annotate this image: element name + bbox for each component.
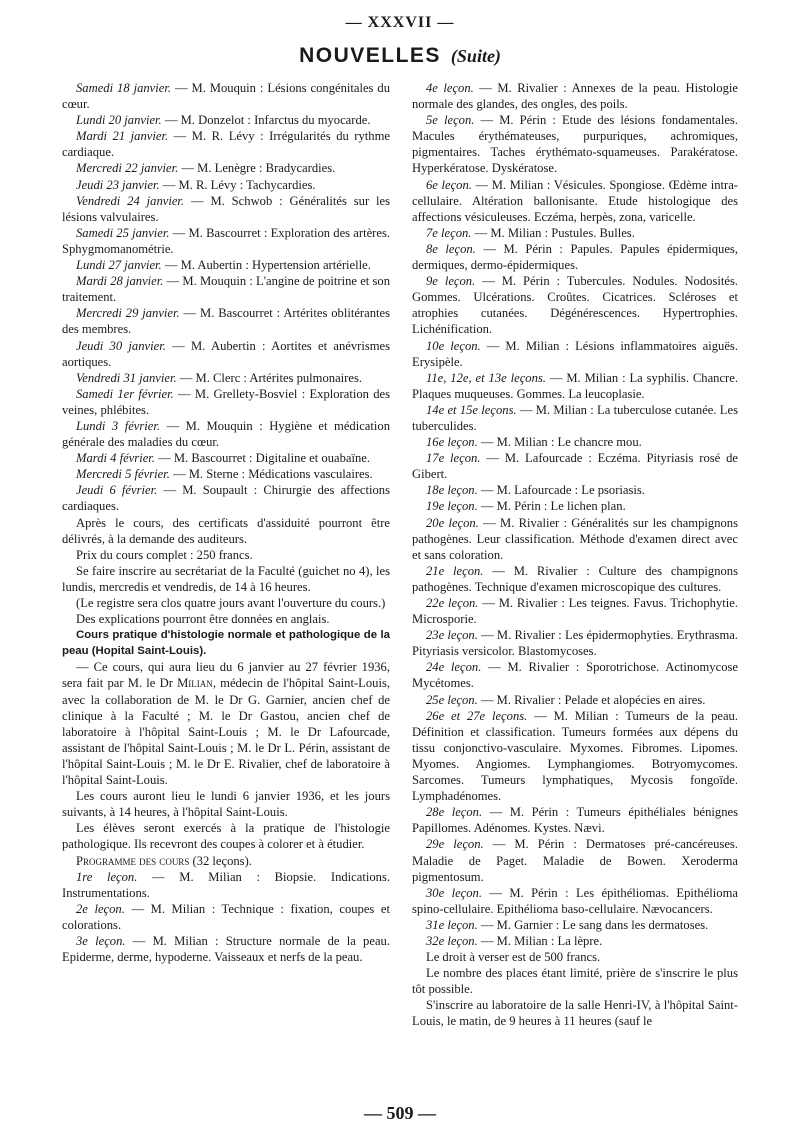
right-lessons bbox=[412, 80, 738, 949]
schedule-entry bbox=[62, 305, 390, 337]
lesson-entry-label: 20e leçon. bbox=[426, 515, 479, 530]
lesson-entry-label: 23e leçon. bbox=[426, 628, 478, 643]
lesson-entry-text: — M. Milian : La syphilis. Chancre. Plaques muqueuses. Gommes. La leucoplasie. bbox=[412, 370, 738, 401]
lesson-entry bbox=[412, 708, 738, 805]
schedule-entry-text: Se faire inscrire au secrétariat de la Faculté (guichet no 4), les lundis, mercredis et vendredis, de 14 à 16 heures. bbox=[62, 563, 390, 594]
lesson-entry-text: — M. Périn : Tubercules. Nodules. Nodosités. Gommes. Ulcérations. Croûtes. Cicatrices. Scléroses et atrophies cutanées. Dégénérescences. Hypertrophies. Lichénification. bbox=[412, 274, 738, 337]
lesson-entry bbox=[412, 515, 738, 563]
course-paragraph: Les élèves seront exercés à la pratique de l'histologie pathologique. Ils recevront des coupes à colorer et à étudier. bbox=[62, 821, 390, 852]
lesson-entry-text: — M. Périn : Papules. Papules épidermiques, dermiques, dermo-épidermiques. bbox=[412, 241, 738, 273]
lesson-entry-text: — M. Rivalier : Les épidermophyties. Erythrasma. Pityriasis versicolor. Blastomycoses. bbox=[412, 628, 738, 659]
lesson-entry-text: — M. Rivalier : Annexes de la peau. Histologie normale des glandes, des ongles, des poils. bbox=[412, 81, 738, 112]
schedule-entry-text: — M. Lenègre : Bradycardies. bbox=[178, 161, 336, 176]
lesson-entry-text: — M. Périn : Tumeurs épithéliales bénignes Papillomes. Adénomes. Kystes. Nævi. bbox=[412, 805, 738, 836]
schedule-entry bbox=[62, 273, 390, 305]
lesson-entry bbox=[62, 933, 390, 965]
lesson-entry-label: 6e leçon. bbox=[426, 177, 472, 192]
lesson-entry-label: 31e leçon. bbox=[426, 917, 478, 932]
schedule-entry-label: Lundi 20 janvier. bbox=[76, 113, 162, 128]
schedule-entry-text: — M. R. Lévy : Tachycardies. bbox=[159, 177, 316, 192]
schedule-entry-text: Après le cours, des certificats d'assiduité pourront être délivrés, à la demande des auditeurs. bbox=[62, 515, 390, 546]
schedule-entry-text: — M. Bascourret : Exploration des artères. Sphygmomanométrie. bbox=[62, 225, 390, 256]
schedule-entry bbox=[62, 370, 390, 386]
lesson-entry-text: — M. Périn : Les épithéliomas. Epithélioma spino-cellulaire. Epithélioma baso-cellulaire. Nævocancers. bbox=[412, 885, 738, 916]
lesson-entry-text: — M. Milian : Pustules. Bulles. bbox=[471, 225, 635, 240]
section-title-main: NOUVELLES bbox=[299, 44, 441, 67]
lesson-entry-text: — M. Milian : Technique : fixation, coupes et colorations. bbox=[62, 901, 390, 932]
programme-label: Programme des cours bbox=[76, 853, 190, 868]
lesson-entry-label: 17e leçon. bbox=[426, 451, 481, 466]
lesson-entry-label: 19e leçon. bbox=[426, 499, 478, 514]
schedule-entry-text: — M. Bascourret : Artérites oblitérantes des membres. bbox=[62, 306, 390, 337]
lesson-entry bbox=[412, 498, 738, 514]
schedule-entry bbox=[62, 547, 390, 563]
schedule-entry-text: — M. Schwob : Généralités sur les lésions valvulaires. bbox=[62, 193, 390, 224]
schedule-entry-label: Samedi 25 janvier. bbox=[76, 225, 170, 240]
lesson-entry bbox=[412, 804, 738, 836]
lesson-entry bbox=[412, 241, 738, 273]
lesson-entry-text: — M. Périn : Dermatoses pré-cancéreuses. Maladie de Paget. Maladie de Bowen. Xeroderma pigmentosum. bbox=[412, 837, 738, 884]
lesson-entry-label: 3e leçon. bbox=[76, 933, 126, 948]
lesson-entry-text: — M. Rivalier : Sporotrichose. Actinomycose Mycétomes. bbox=[412, 660, 738, 691]
lesson-entry bbox=[412, 402, 738, 434]
left-schedule-entries bbox=[62, 80, 390, 627]
schedule-entry-text: — M. Clerc : Artérites pulmonaires. bbox=[176, 370, 362, 385]
lesson-entry bbox=[412, 933, 738, 949]
lesson-entry-label: 7e leçon. bbox=[426, 225, 472, 240]
lesson-entry-text: — M. Milian : La lèpre. bbox=[477, 933, 603, 948]
closing-paragraph: S'inscrire au laboratoire de la salle Henri-IV, à l'hôpital Saint-Louis, le matin, de 9 heures à 11 heures (sauf le bbox=[412, 998, 738, 1029]
schedule-entry bbox=[62, 611, 390, 627]
lesson-entry bbox=[412, 80, 738, 112]
lesson-entry bbox=[412, 112, 738, 176]
lesson-entry-label: 4e leçon. bbox=[426, 81, 474, 95]
schedule-entry-text: — M. R. Lévy : Irrégularités du rythme cardiaque. bbox=[62, 129, 390, 160]
lesson-entry-label: 8e leçon. bbox=[426, 241, 476, 256]
section-title-suffix: (Suite) bbox=[450, 46, 501, 66]
schedule-entry-label: Vendredi 31 janvier. bbox=[76, 370, 177, 385]
schedule-entry-label: Mardi 21 janvier. bbox=[76, 129, 169, 144]
lesson-entry-label: 21e leçon. bbox=[426, 563, 484, 578]
schedule-entry bbox=[62, 257, 390, 273]
schedule-entry bbox=[62, 193, 390, 225]
schedule-entry-label: Mercredi 29 janvier. bbox=[76, 306, 180, 321]
schedule-entry bbox=[62, 482, 390, 514]
page-number: — 509 — bbox=[364, 1103, 436, 1123]
lesson-entry bbox=[412, 595, 738, 627]
schedule-entry-label: Samedi 18 janvier. bbox=[76, 81, 171, 95]
schedule-entry bbox=[62, 466, 390, 482]
schedule-entry-text: — M. Aubertin : Hypertension artérielle. bbox=[161, 258, 371, 273]
schedule-entry-text: (Le registre sera clos quatre jours avant l'ouverture du cours.) bbox=[76, 596, 386, 610]
lesson-entry bbox=[412, 370, 738, 402]
lesson-entry-label: 28e leçon. bbox=[426, 805, 483, 820]
lesson-entry-label: 25e leçon. bbox=[426, 692, 478, 707]
lesson-entry-text: — M. Milian : Lésions inflammatoires aiguës. Erysipèle. bbox=[412, 338, 738, 369]
course-intro-before: — Ce cours, qui aura lieu du 6 janvier au 27 février 1936, sera fait par M. le Dr bbox=[62, 660, 390, 691]
closing-paragraph: Le nombre des places étant limité, prière de s'inscrire le plus tôt possible. bbox=[412, 966, 738, 997]
lesson-entry bbox=[412, 434, 738, 450]
lesson-entry-text: — M. Milian : Structure normale de la peau. Epiderme, derme, hypoderne. Vaisseaux et nerfs de la peau. bbox=[62, 933, 390, 965]
lesson-entry bbox=[412, 659, 738, 691]
left-lessons bbox=[62, 869, 390, 966]
schedule-entry-text: — M. Soupault : Chirurgie des affections cardiaques. bbox=[62, 483, 390, 514]
course-paragraphs bbox=[62, 788, 390, 852]
lesson-entry-text: — M. Rivalier : Généralités sur les champignons pathogènes. Leur classification. Méthode d'examen direct avec et sans coloration. bbox=[412, 515, 738, 562]
schedule-entry-label: Lundi 27 janvier. bbox=[76, 258, 162, 273]
schedule-entry-label: Jeudi 23 janvier. bbox=[76, 177, 160, 192]
lesson-entry bbox=[412, 836, 738, 884]
schedule-entry-label: Mercredi 5 février. bbox=[76, 467, 170, 482]
schedule-entry bbox=[62, 112, 390, 128]
right-column bbox=[412, 80, 738, 1090]
schedule-entry bbox=[62, 418, 390, 450]
lesson-entry-text: — M. Rivalier : Les teignes. Favus. Trichophytie. Microsporie. bbox=[412, 596, 738, 627]
lesson-entry-label: 9e leçon. bbox=[426, 274, 476, 289]
schedule-entry-label: Lundi 3 février. bbox=[76, 418, 161, 433]
programme-count: (32 leçons). bbox=[189, 853, 252, 868]
schedule-entry-label: Jeudi 6 février. bbox=[76, 483, 158, 498]
lesson-entry-label: 11e, 12e, et 13e leçons. bbox=[426, 370, 546, 385]
section-title bbox=[0, 44, 800, 68]
lesson-entry-label: 22e leçon. bbox=[426, 596, 479, 610]
lesson-entry-text: — M. Milian : Tumeurs de la peau. Définition et classification. Tumeurs formées aux dépens du tissu conjonctivo-vasculaire. Myxomes. Fibromes. Lipomes. Myomes. Angiomes. Lymphangiomes. Botryomycomes. Sarcomes. Tumeurs lymphatiques, Mycosis fongoïde. Lymphadénomes. bbox=[412, 708, 738, 804]
lesson-entry bbox=[412, 627, 738, 659]
schedule-entry bbox=[62, 80, 390, 112]
schedule-entry-text: Des explications pourront être données en anglais. bbox=[76, 612, 330, 627]
course-intro-after: , médecin de l'hôpital Saint-Louis, avec la collaboration de M. le Dr G. Garnier, ancien chef de clinique à la Faculté ; M. le Dr Gastou, ancien chef de laboratoire à l'hôpital Saint-Louis ; M. le Dr Lafourcade, assistant de l'hôpital Saint-Louis ; M. le Dr L. Périn, assistant de l'hôpital Saint-Louis ; M. le Dr E. Rivalier, chef de laboratoire à l'hôpital Saint-Louis. bbox=[62, 676, 390, 788]
lesson-entry-label: 30e leçon. bbox=[426, 885, 482, 900]
lesson-entry-label: 29e leçon. bbox=[426, 837, 484, 852]
schedule-entry bbox=[62, 128, 390, 160]
running-head: — XXXVII — bbox=[345, 14, 455, 31]
lesson-entry-text: — M. Milian : Le chancre mou. bbox=[477, 435, 642, 450]
lesson-entry-label: 32e leçon. bbox=[426, 933, 478, 948]
schedule-entry-text: — M. Mouquin : Lésions congénitales du cœur. bbox=[62, 81, 390, 112]
schedule-entry-text: — M. Aubertin : Aortites et anévrismes aortiques. bbox=[62, 338, 390, 369]
lesson-entry-text: — M. Lafourcade : Eczéma. Pityriasis rosé de Gibert. bbox=[412, 451, 738, 482]
left-column bbox=[62, 80, 390, 1090]
schedule-entry-text: — M. Grellety-Bosviel : Exploration des veines, phlébites. bbox=[62, 386, 390, 417]
lesson-entry bbox=[412, 482, 738, 498]
lesson-entry bbox=[62, 901, 390, 933]
schedule-entry-text: — M. Donzelot : Infarctus du myocarde. bbox=[161, 113, 371, 128]
lesson-entry bbox=[412, 450, 738, 482]
schedule-entry-label: Mardi 28 janvier. bbox=[76, 274, 164, 289]
schedule-entry bbox=[62, 338, 390, 370]
lesson-entry-text: — M. Rivalier : Culture des champignons pathogènes. Technique d'examen microscopique des cultures. bbox=[412, 563, 738, 594]
lesson-entry bbox=[412, 917, 738, 933]
lesson-entry bbox=[412, 885, 738, 917]
lesson-entry-label: 2e leçon. bbox=[76, 901, 125, 916]
schedule-entry bbox=[62, 450, 390, 466]
lesson-entry bbox=[412, 563, 738, 595]
right-tail bbox=[412, 949, 738, 1029]
lesson-entry-label: 18e leçon. bbox=[426, 483, 478, 498]
schedule-entry bbox=[62, 386, 390, 418]
course-intro-name: Milian bbox=[177, 676, 213, 691]
schedule-entry-text: — M. Mouquin : Hygiène et médication générale des maladies du cœur. bbox=[62, 418, 390, 450]
lesson-entry-text: — M. Lafourcade : Le psoriasis. bbox=[477, 483, 645, 498]
lesson-entry-label: 10e leçon. bbox=[426, 338, 481, 353]
schedule-entry-text: — M. Mouquin : L'angine de poitrine et son traitement. bbox=[62, 274, 390, 305]
schedule-entry-text: — M. Sterne : Médications vasculaires. bbox=[169, 467, 373, 482]
lesson-entry-text: — M. Périn : Etude des lésions fondamentales. Macules érythémateuses, purpuriques, achromiques, pigmentaires. Taches érythémato-squameuses. Parakératose. Hyperkératose. Dyskératose. bbox=[412, 113, 738, 176]
schedule-entry bbox=[62, 595, 390, 611]
lesson-entry bbox=[412, 338, 738, 370]
schedule-entry-label: Vendredi 24 janvier. bbox=[76, 193, 185, 208]
course-heading: Cours pratique d'histologie normale et pathologique de la peau (Hopital Saint-Louis). bbox=[62, 629, 390, 658]
schedule-entry-label: Samedi 1er février. bbox=[76, 386, 174, 401]
schedule-entry bbox=[62, 515, 390, 547]
schedule-entry bbox=[62, 160, 390, 176]
schedule-entry-text: Prix du cours complet : 250 francs. bbox=[76, 547, 253, 562]
lesson-entry-text: — M. Milian : Biopsie. Indications. Instrumentations. bbox=[62, 869, 390, 900]
lesson-entry-text: — M. Rivalier : Pelade et alopécies en aires. bbox=[477, 692, 706, 707]
lesson-entry bbox=[412, 177, 738, 225]
schedule-entry-label: Jeudi 30 janvier. bbox=[76, 338, 166, 353]
programme-line bbox=[62, 853, 390, 869]
lesson-entry bbox=[412, 273, 738, 337]
schedule-entry-text: — M. Bascourret : Digitaline et ouabaïne. bbox=[154, 451, 371, 466]
lesson-entry-label: 5e leçon. bbox=[426, 113, 475, 128]
lesson-entry bbox=[62, 869, 390, 901]
lesson-entry bbox=[412, 225, 738, 241]
lesson-entry-text: — M. Milian : Vésicules. Spongiose. Œdème intra-cellulaire. Altération ballonisante. Etude histologique des affections vésiculeuses. Eczéma, herpès, zona, varicelle. bbox=[412, 177, 738, 224]
lesson-entry-label: 1re leçon. bbox=[76, 869, 138, 884]
course-paragraph: Les cours auront lieu le lundi 6 janvier 1936, et les jours suivants, à 14 heures, à l'hôpital Saint-Louis. bbox=[62, 789, 390, 820]
schedule-entry-label: Mardi 4 février. bbox=[76, 451, 155, 466]
schedule-entry bbox=[62, 177, 390, 193]
closing-paragraph: Le droit à verser est de 500 francs. bbox=[426, 950, 601, 965]
lesson-entry-text: — M. Milian : La tuberculose cutanée. Les tuberculides. bbox=[412, 402, 738, 433]
lesson-entry-label: 14e et 15e leçons. bbox=[426, 402, 517, 417]
lesson-entry-text: — M. Périn : Le lichen plan. bbox=[477, 499, 626, 514]
course-intro bbox=[62, 659, 390, 788]
lesson-entry-label: 16e leçon. bbox=[426, 435, 478, 450]
schedule-entry bbox=[62, 563, 390, 595]
lesson-entry-label: 26e et 27e leçons. bbox=[426, 708, 528, 723]
schedule-entry-label: Mercredi 22 janvier. bbox=[76, 161, 179, 176]
lesson-entry-text: — M. Garnier : Le sang dans les dermatoses. bbox=[477, 917, 709, 932]
schedule-entry bbox=[62, 225, 390, 257]
lesson-entry-label: 24e leçon. bbox=[426, 660, 482, 675]
lesson-entry bbox=[412, 692, 738, 708]
